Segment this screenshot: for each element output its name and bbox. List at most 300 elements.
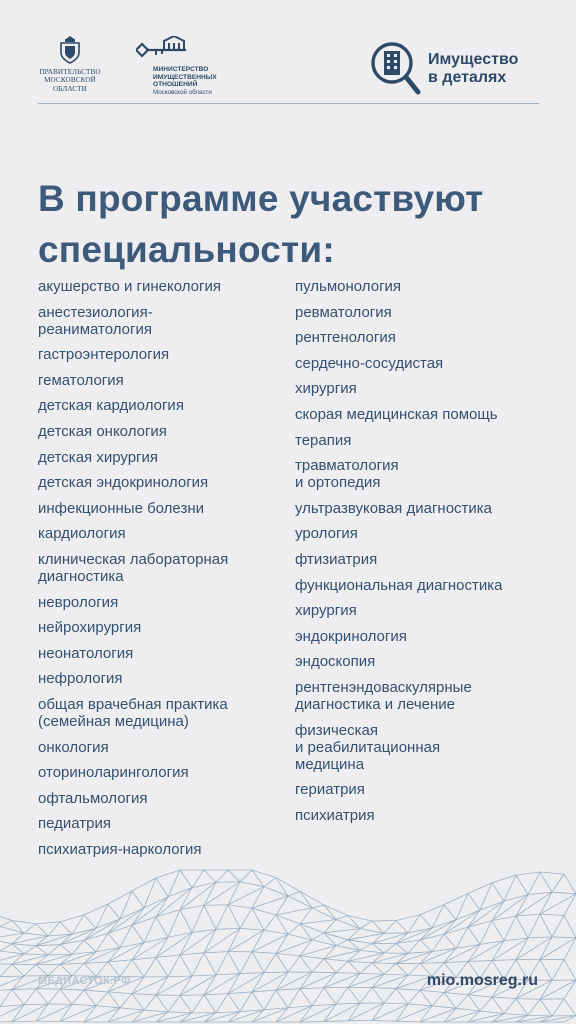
mesh-line [492,960,516,961]
list-item: рентгенэндоваскулярные диагностика и лечение [295,678,472,713]
mesh-line [84,990,108,992]
list-item: офтальмология [38,789,148,807]
mesh-line [300,956,312,972]
mesh-line [252,952,276,954]
list-item: общая врачебная практика (семейная медицина) [38,695,228,730]
wireframe-mesh-decoration [0,868,576,1024]
mesh-line [420,990,444,992]
list-item: кардиология [38,525,126,543]
mesh-line [360,988,372,1004]
mesh-line [396,989,408,1004]
mesh-line [372,963,396,964]
mesh-line [132,891,144,908]
list-item: клиническая лабораторная диагностика [38,550,229,585]
mesh-line [168,1012,192,1013]
list-item: детская кардиология [38,397,184,415]
list-item: детская хирургия [38,448,159,466]
mesh-line [468,995,480,1011]
mesh-line [228,973,264,994]
mesh-line [276,989,300,990]
mesh-line [468,995,492,997]
mesh-line [528,872,540,895]
mesh-line [300,956,324,959]
list-item: травматология и ортопедия [295,457,399,492]
mesh-line [48,989,60,1004]
mesh-line [276,878,300,892]
mesh-line [240,928,264,930]
mesh-line [324,1021,348,1022]
mesh-line [384,921,396,934]
mesh-line [36,934,72,946]
mesh-line [516,938,528,960]
mesh-line [300,989,312,1006]
mesh-line [156,995,168,1012]
mesh-line [216,974,240,975]
mesh-line [312,988,324,1006]
mesh-line [348,916,372,921]
mesh-line [156,870,180,878]
mesh-line [36,922,60,924]
list-item: фтизиатрия [295,550,378,568]
mesh-line [528,1015,552,1016]
mesh-line [396,921,408,933]
mesh-line [240,870,252,882]
mesh-line [360,963,372,974]
mesh-line [168,910,180,937]
mesh-line [156,878,168,897]
mesh-line [384,943,396,952]
mesh-line [396,943,408,953]
mesh-line [252,870,264,887]
mesh-line [516,937,552,960]
mesh-line [156,917,168,937]
mesh-line [384,974,408,975]
mesh-line [348,1003,384,1021]
mesh-line [540,872,552,892]
mesh-line [228,994,240,1012]
mesh-line [480,997,492,1011]
list-item: психиатрия [295,806,375,824]
mesh-line [324,905,348,916]
mesh-line [408,940,420,953]
mesh-line [264,953,276,972]
mesh-line [396,989,420,991]
mesh-line [528,937,552,938]
specialties-right-column [295,278,555,832]
mesh-line [144,957,156,977]
mesh-line [372,921,396,922]
mesh-line [324,988,336,1004]
mesh-line [324,959,348,961]
mesh-line [252,952,264,973]
header [0,0,576,110]
mesh-line [372,963,384,974]
mesh-line [12,944,36,946]
mesh-line [60,989,84,990]
mesh-line [180,933,192,955]
mesh-line [552,999,564,1016]
mesh-line [120,1008,144,1010]
mesh-line [348,961,360,973]
mesh-line [564,999,576,1016]
mesh-line [144,995,156,1010]
mesh-line [192,995,204,1013]
mesh-line [156,937,168,957]
mesh-line [24,1004,48,1005]
mesh-line [396,964,408,976]
mesh-line [300,1004,336,1022]
mesh-line [132,994,144,1010]
mesh-line [324,959,336,973]
mesh-line [120,943,144,948]
mesh-line [408,928,432,933]
mesh-line [60,945,72,955]
mesh-line [276,896,288,915]
mesh-line [84,904,108,915]
mesh-line [204,905,228,906]
mesh-line [492,883,504,901]
list-item: гериатрия [295,781,365,799]
mesh-line [72,963,84,975]
mesh-line [108,904,120,919]
list-item: детская онкология [38,422,167,440]
building-magnifier-icon [368,40,424,96]
mesh-line [540,914,552,937]
mesh-line [132,878,156,891]
mesh-line [84,915,96,928]
mesh-line [240,973,264,974]
mesh-line [372,988,384,1004]
mesh-line [540,980,576,999]
mesh-line [360,921,372,929]
government-logo [34,36,106,93]
mesh-line [0,913,12,921]
mesh-line [372,988,396,989]
mesh-line [204,974,240,995]
mesh-line [288,989,300,1008]
mesh-line [564,915,576,937]
mesh-line [336,920,360,929]
mesh-line [36,954,72,964]
list-item: детская эндокринология [38,474,209,492]
mesh-line [312,972,336,973]
mesh-line [192,975,216,976]
mesh-line [252,992,264,1010]
mesh-line [96,962,108,976]
mesh-line [360,973,384,974]
list-item: акушерство и гинекология [38,278,221,295]
mesh-line [468,927,480,944]
mesh-line [240,952,252,974]
list-item: терапия [295,431,352,449]
mesh-line [384,989,396,1004]
list-item: эндокринология [295,627,407,645]
mesh-line [384,1003,408,1004]
mesh-line [0,989,12,1006]
mesh-line [0,951,24,954]
mesh-line [396,1021,420,1022]
ministry-name: МИНИСТЕРСТВО ИМУЩЕСТВЕННЫХ ОТНОШЕНИЙ [153,66,217,89]
mesh-line [168,995,180,1012]
mesh-line [384,964,396,975]
mesh-line [240,882,264,887]
mesh-line [300,946,336,956]
list-item: гастроэнтерология [38,346,170,364]
mesh-line [252,1008,288,1022]
mesh-line [24,954,48,955]
project-name: Имущество в деталях [428,51,519,86]
mesh-line [180,910,192,933]
mesh-line [372,1021,396,1022]
mesh-line [264,915,276,930]
mesh-line [300,988,324,989]
mesh-line [0,964,12,976]
header-divider [38,103,539,104]
mesh-line [180,955,192,976]
mesh-line [24,989,36,1005]
mesh-line [276,953,288,972]
mesh-line [324,1003,360,1021]
mesh-line [84,990,96,1006]
mesh-line [240,908,252,928]
list-item: рентгенология [295,329,396,347]
mesh-line [216,905,228,930]
mesh-line [180,929,216,955]
mesh-line [72,990,84,1004]
mesh-line [0,921,12,927]
mesh-line [60,963,84,964]
mesh-line [0,976,24,991]
mesh-line [276,990,288,1008]
mesh-line [336,987,348,1004]
mesh-line [552,960,564,981]
mesh-line [276,915,288,934]
mesh-line [276,878,288,896]
mesh-line [444,905,456,920]
mesh-line [540,872,564,874]
mesh-line [264,887,288,896]
list-item: онкология [38,738,109,756]
mesh-line [288,956,300,972]
mesh-line [60,989,72,1004]
mesh-line [204,952,228,953]
mesh-line [552,915,564,937]
mesh-line [12,921,36,924]
mesh-line [408,990,420,1004]
mesh-line [108,908,144,934]
watermark: МЕДИАСТОК.РФ [38,975,131,987]
mesh-line [156,957,168,976]
mesh-line [228,905,252,908]
mesh-line [336,946,360,951]
mesh-line [408,963,420,975]
mesh-line [24,946,36,954]
mesh-line [24,933,48,936]
mesh-line [252,870,276,878]
mesh-line [276,953,300,956]
mesh-line [552,892,576,894]
mesh-line [96,948,120,952]
mesh-line [468,960,492,961]
mesh-line [444,893,468,904]
mesh-line [0,963,12,964]
mesh-line [492,997,516,999]
mesh-line [336,940,348,946]
mesh-line [132,943,144,960]
mesh-line [12,964,24,976]
mesh-line [492,997,504,1013]
list-item: нейрохирургия [38,619,142,637]
list-item: инфекционные болезни [38,499,204,517]
mesh-line [444,992,468,994]
mesh-line [240,992,252,1012]
mesh-line [540,999,552,1016]
mesh-line [504,999,516,1014]
mesh-line [108,933,120,947]
mesh-line [168,976,192,977]
mesh-line [60,922,72,934]
mesh-line [444,934,456,948]
list-item: эндоскопия [295,653,376,671]
mesh-line [84,940,96,951]
mesh-line [180,888,192,910]
mesh-line [144,1010,168,1012]
list-item: гематология [38,371,124,389]
mesh-line [180,995,192,1012]
mesh-line [60,1021,84,1022]
mesh-line [204,953,216,975]
mesh-line [504,1014,528,1016]
mesh-line [420,915,432,928]
mesh-line [348,987,360,1003]
mesh-line [516,914,540,916]
mesh-line [0,944,12,951]
mesh-line [516,872,540,875]
mesh-line [420,963,444,964]
mesh-line [96,1006,120,1008]
mesh-line [180,905,204,909]
list-item: функциональная диагностика [295,576,503,594]
specialties-left-column [38,278,290,866]
mesh-line [300,891,324,905]
mesh-line [312,959,324,972]
mesh-line [348,961,372,963]
mesh-line [24,924,36,933]
mesh-line [540,959,552,980]
mesh-line [0,976,24,977]
mesh-line [252,990,276,992]
mesh-line [48,945,60,955]
mesh-line [300,891,312,907]
mesh-line [228,974,240,994]
mesh-line [432,992,444,1005]
mesh-line [216,928,240,929]
mesh-line [444,961,468,962]
mesh-line [0,939,12,944]
mesh-line [564,960,576,981]
mesh-line [324,905,336,919]
list-item: психиатрия-наркология [38,840,202,858]
mesh-line [288,924,300,934]
mesh-line [276,972,312,990]
list-item: физическая и реабилитационная медицина [295,721,441,773]
mesh-line [288,896,312,908]
mesh-line [408,1004,432,1006]
mesh-line [12,989,36,990]
mesh-line [276,908,312,915]
mesh-line [36,924,48,936]
mesh-line [312,933,324,940]
mesh-line [360,950,384,953]
mesh-line [216,870,228,882]
mesh-line [0,989,12,991]
mesh-line [120,891,132,919]
list-item: педиатрия [38,815,111,833]
mesh-line [336,1003,360,1004]
mesh-line [12,989,24,1004]
mesh-line [204,928,240,952]
mesh-line [12,1004,48,1022]
mesh-line [516,999,528,1016]
mesh-line [264,878,276,887]
mesh-line [528,914,540,938]
mesh-line [108,948,120,962]
ministry-region: Московской области [153,89,212,96]
mesh-line [360,944,372,951]
mesh-line [528,999,540,1015]
list-item: неврология [38,593,119,611]
list-item: сердечно-сосудистая [295,354,444,372]
mesh-line [468,944,480,961]
mesh-line [540,914,564,915]
mesh-line [264,930,288,934]
mesh-line [96,992,108,1006]
mesh-line [180,975,216,996]
mesh-line [228,952,240,974]
mesh-line [492,921,504,941]
mesh-line [120,994,132,1008]
mesh-line [132,925,144,942]
mesh-line [192,953,204,976]
mesh-line [288,891,300,896]
mesh-line [420,940,432,952]
list-item: нефрология [38,670,123,688]
mesh-line [492,901,504,921]
mesh-line [264,990,276,1010]
list-item: ультразвуковая диагностика [295,499,493,517]
mesh-line [168,955,180,977]
mesh-line [312,905,324,908]
list-item: анестезиология- реаниматология [38,303,153,338]
mesh-line [228,870,240,882]
mesh-line [180,953,204,955]
mesh-line [480,1011,504,1013]
mesh-line [516,895,528,916]
mesh-line [36,989,48,1004]
key-house-icon [136,36,188,64]
project-logo [368,40,548,96]
mesh-line [504,916,516,941]
mesh-line [492,941,504,961]
mesh-line [252,972,288,992]
mesh-line [516,999,540,1000]
site-link[interactable]: mio.mosreg.ru [426,972,538,989]
mesh-line [48,922,60,936]
list-item: хирургия [295,602,357,620]
mesh-line [204,905,216,929]
list-item: скорая медицинская помощь [295,405,498,423]
mesh-line [468,893,480,910]
